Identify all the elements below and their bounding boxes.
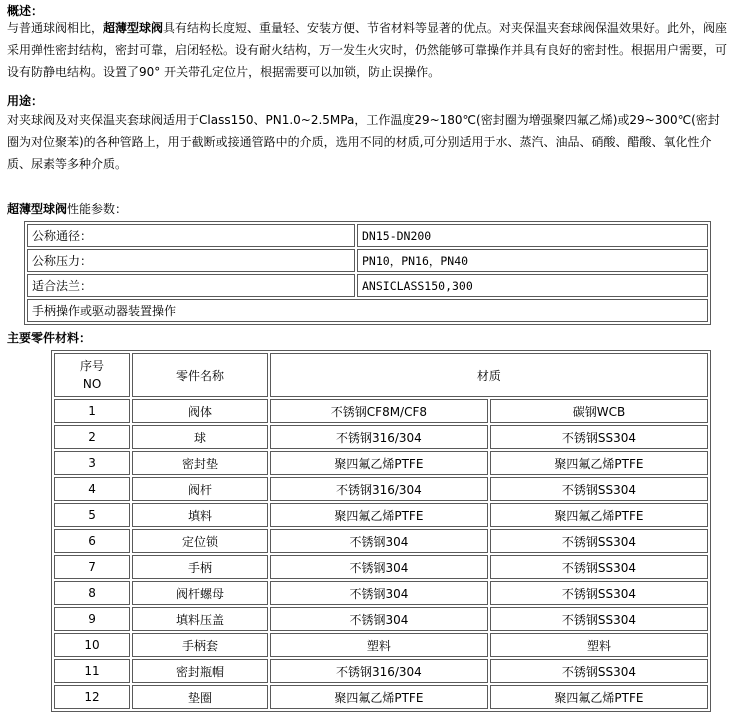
table-row	[54, 477, 708, 501]
cell-material-2: 不锈钢SS304	[490, 425, 708, 449]
cell-part-name: 阀杆螺母	[132, 581, 268, 605]
cell-part-name: 手柄套	[132, 633, 268, 657]
table-row	[54, 633, 708, 657]
params-table	[25, 222, 710, 324]
param-label: 公称压力：	[27, 249, 355, 272]
overview-text-rest: 具有结构长度短、重量轻、安装方便、节省材料等显著的优点。对夹保温夹套球阀保温效果好。此外，阀座采用弹性密封结构，密封可靠，启闭轻松。设有耐火结构，万一发生火灾时，仍然能够可靠操作并具有良好的密封性。根据用户需要，可设有防静电结构。设置了90° 开关带孔定位片，根据需要可以加锁，防止误操作。	[7, 21, 728, 79]
overview-heading: 概述：	[7, 4, 44, 18]
params-heading-bold: 超薄型球阀	[7, 202, 68, 216]
cell-material-1: 聚四氟乙烯PTFE	[270, 503, 488, 527]
cell-part-name: 填料压盖	[132, 607, 268, 631]
cell-material-1: 不锈钢316/304	[270, 425, 488, 449]
cell-no: 5	[54, 503, 130, 527]
param-label: 公称通径：	[27, 224, 355, 247]
col-header-no-line2: NO	[82, 377, 102, 391]
cell-no: 8	[54, 581, 130, 605]
cell-material-1: 不锈钢304	[270, 555, 488, 579]
table-row	[27, 299, 708, 322]
table-row	[54, 503, 708, 527]
col-header-no-line1: 序号	[80, 359, 105, 373]
cell-material-2: 不锈钢SS304	[490, 581, 708, 605]
cell-material-2: 不锈钢SS304	[490, 607, 708, 631]
table-row	[54, 399, 708, 423]
cell-no: 12	[54, 685, 130, 709]
materials-heading: 主要零件材料：	[7, 331, 92, 345]
cell-material-1: 不锈钢CF8M/CF8	[270, 399, 488, 423]
cell-no: 6	[54, 529, 130, 553]
param-value: ANSICLASS150,300	[357, 274, 708, 297]
usage-heading: 用途：	[7, 94, 44, 108]
cell-material-2: 不锈钢SS304	[490, 555, 708, 579]
cell-material-2: 不锈钢SS304	[490, 477, 708, 501]
table-row	[27, 274, 708, 297]
cell-part-name: 阀杆	[132, 477, 268, 501]
cell-material-2: 碳钢WCB	[490, 399, 708, 423]
cell-material-1: 塑料	[270, 633, 488, 657]
cell-no: 11	[54, 659, 130, 683]
table-row	[54, 581, 708, 605]
cell-part-name: 垫圈	[132, 685, 268, 709]
materials-table	[52, 351, 710, 711]
cell-material-2: 塑料	[490, 633, 708, 657]
table-row	[54, 425, 708, 449]
cell-material-1: 聚四氟乙烯PTFE	[270, 451, 488, 475]
param-value: DN15-DN200	[357, 224, 708, 247]
cell-part-name: 密封瓶帽	[132, 659, 268, 683]
param-value: PN10，PN16，PN40	[357, 249, 708, 272]
cell-material-2: 聚四氟乙烯PTFE	[490, 685, 708, 709]
table-row	[54, 685, 708, 709]
cell-material-1: 不锈钢304	[270, 529, 488, 553]
col-header-no	[54, 353, 130, 397]
cell-material-1: 不锈钢304	[270, 581, 488, 605]
cell-no: 10	[54, 633, 130, 657]
table-header-row	[54, 353, 708, 397]
cell-part-name: 填料	[132, 503, 268, 527]
table-row	[54, 529, 708, 553]
col-header-name: 零件名称	[132, 353, 268, 397]
cell-material-1: 不锈钢304	[270, 607, 488, 631]
params-heading-rest: 性能参数：	[67, 202, 128, 216]
param-label: 适合法兰：	[27, 274, 355, 297]
cell-material-1: 聚四氟乙烯PTFE	[270, 685, 488, 709]
cell-material-1: 不锈钢316/304	[270, 659, 488, 683]
cell-no: 7	[54, 555, 130, 579]
cell-material-2: 聚四氟乙烯PTFE	[490, 503, 708, 527]
usage-paragraph: 对夹球阀及对夹保温夹套球阀适用于Class150、PN1.0~2.5MPa，工作温度29~180℃(密封圈为增强聚四氟乙烯)或29~300℃(密封圈为对位聚苯)的各种管路上，用于截断或接通管路中的介质，选用不同的材质,可分别适用于水、蒸汽、油品、硝酸、醋酸、氧化性介质、尿素等多种介质。	[7, 113, 720, 171]
cell-material-1: 不锈钢316/304	[270, 477, 488, 501]
cell-no: 2	[54, 425, 130, 449]
table-row	[54, 451, 708, 475]
cell-no: 3	[54, 451, 130, 475]
cell-material-2: 不锈钢SS304	[490, 659, 708, 683]
table-row	[27, 224, 708, 247]
params-heading	[7, 201, 127, 217]
table-row	[27, 249, 708, 272]
cell-no: 1	[54, 399, 130, 423]
cell-no: 9	[54, 607, 130, 631]
col-header-material: 材质	[270, 353, 708, 397]
product-name-bold: 超薄型球阀	[103, 21, 164, 35]
overview-text-prefix: 与普通球阀相比，	[7, 21, 104, 35]
table-row	[54, 607, 708, 631]
cell-part-name: 密封垫	[132, 451, 268, 475]
cell-part-name: 手柄	[132, 555, 268, 579]
cell-part-name: 球	[132, 425, 268, 449]
cell-part-name: 阀体	[132, 399, 268, 423]
overview-paragraph	[7, 17, 729, 83]
table-row	[54, 659, 708, 683]
cell-no: 4	[54, 477, 130, 501]
table-row	[54, 555, 708, 579]
param-note: 手柄操作或驱动器装置操作	[27, 299, 708, 322]
cell-part-name: 定位锁	[132, 529, 268, 553]
cell-material-2: 不锈钢SS304	[490, 529, 708, 553]
cell-material-2: 聚四氟乙烯PTFE	[490, 451, 708, 475]
